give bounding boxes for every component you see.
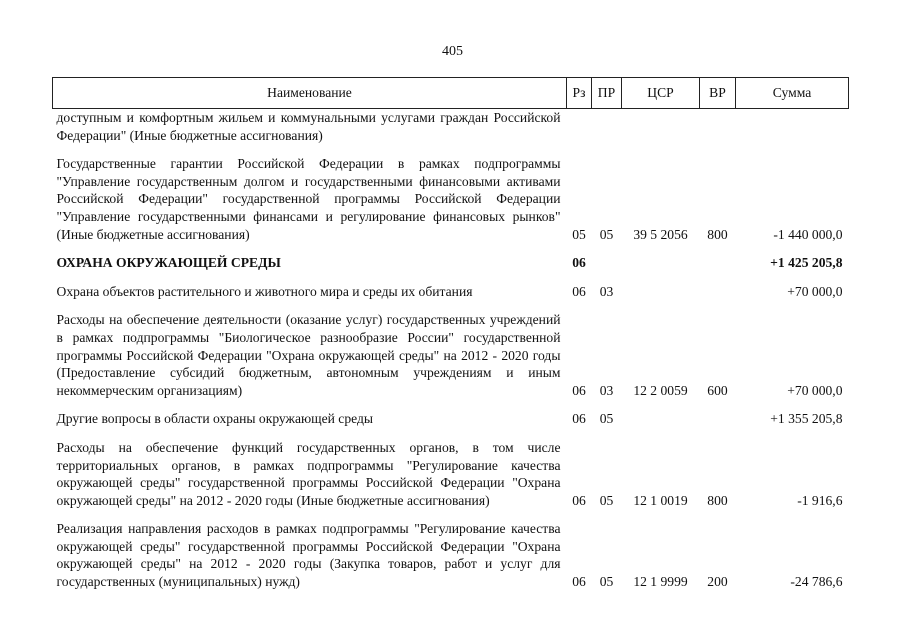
row-spacer: [53, 509, 849, 520]
cell-csr: [622, 254, 700, 272]
header-rz: Рз: [567, 78, 592, 109]
row-spacer-cell: [53, 272, 849, 283]
row-spacer: [53, 300, 849, 311]
cell-vr: [700, 109, 736, 145]
cell-pr: 05: [599, 226, 614, 242]
cell-rz: 06: [572, 411, 586, 427]
header-vr: ВР: [700, 78, 736, 109]
row-spacer: [53, 272, 849, 283]
cell-name: Расходы на обеспечение функций государственных органов, в том числе территориальных органов, в рамках подпрограммы "Регулирование качества окружающей среды" государственной программы Российской Федерации "Охрана окружающей среды" на 2012 - 2020 годы (Иные бюджетные ассигнования): [56, 439, 561, 508]
cell-name: Государственные гарантии Российской Федерации в рамках подпрограммы "Управление государственным долгом и государственными финансовыми активами Российской Федерации" государственной программы Российской Федерации "Управление государственными финансами и регулирование финансовых рынков" (Иные бюджетные ассигнования): [56, 156, 561, 242]
row-spacer-cell: [53, 428, 849, 439]
cell-rz: [567, 109, 592, 145]
cell-pr: 05: [599, 411, 614, 427]
cell-name: ОХРАНА ОКРУЖАЮЩЕЙ СРЕДЫ: [56, 255, 281, 271]
table-header-row: [53, 78, 849, 109]
cell-pr: 03: [599, 283, 614, 299]
header-name: Наименование: [53, 78, 567, 109]
cell-sum: -24 786,6: [790, 574, 843, 590]
header-pr: ПР: [592, 78, 622, 109]
cell-sum: +70 000,0: [787, 283, 843, 299]
cell-pr: 03: [599, 382, 614, 398]
row-spacer-cell: [53, 144, 849, 155]
table-row: [53, 254, 849, 272]
cell-name: Реализация направления расходов в рамках подпрограммы "Регулирование качества окружающей среды" государственной программы Российской Федерации "Охрана окружающей среды" на 2012 - 2020 годы (Закупка товаров, работ и услуг для государственных (муниципальных) нужд): [56, 521, 561, 590]
cell-pr: 05: [599, 574, 614, 590]
cell-rz: 06: [572, 574, 586, 590]
table-row: [53, 155, 849, 243]
budget-table: [52, 77, 849, 591]
cell-rz: 05: [572, 226, 586, 242]
row-spacer: [53, 243, 849, 254]
cell-rz: 06: [572, 255, 586, 271]
cell-vr: 800: [707, 226, 728, 242]
cell-csr: 12 1 0019: [633, 492, 688, 508]
cell-vr: [700, 254, 736, 272]
cell-rz: 06: [572, 283, 586, 299]
cell-csr: 39 5 2056: [633, 226, 688, 242]
row-spacer-cell: [53, 243, 849, 254]
cell-name: Расходы на обеспечение деятельности (оказание услуг) государственных учреждений в рамках подпрограммы "Биологическое разнообразие России" государственной программы Российской Федерации "Охрана окружающей среды" на 2012 - 2020 годы (Предоставление субсидий бюджетным, автономным учреждениям и иным некоммерческим организациям): [56, 312, 561, 398]
cell-vr: 200: [707, 574, 728, 590]
cell-csr: 12 1 9999: [633, 574, 688, 590]
cell-sum: -1 440 000,0: [773, 226, 843, 242]
cell-vr: 800: [707, 492, 728, 508]
table-row: [53, 520, 849, 590]
cell-name: Другие вопросы в области охраны окружающей среды: [56, 411, 374, 427]
cell-sum: +1 425 205,8: [770, 255, 843, 271]
cell-pr: [592, 254, 622, 272]
table-row: [53, 439, 849, 509]
cell-sum: +70 000,0: [787, 382, 843, 398]
cell-rz: 06: [572, 382, 586, 398]
header-csr: ЦСР: [622, 78, 700, 109]
header-sum: Сумма: [736, 78, 849, 109]
cell-vr: 600: [707, 382, 728, 398]
cell-name: доступным и комфортным жильем и коммунальными услугами граждан Российской Федерации" (Иные бюджетные ассигнования): [56, 110, 561, 143]
row-spacer: [53, 144, 849, 155]
cell-vr: [700, 283, 736, 301]
cell-vr: [700, 410, 736, 428]
cell-pr: 05: [599, 492, 614, 508]
table-row: [53, 311, 849, 399]
table-row: [53, 410, 849, 428]
row-spacer-cell: [53, 399, 849, 410]
cell-csr: [622, 109, 700, 145]
cell-sum: -1 916,6: [797, 492, 843, 508]
cell-sum: [736, 109, 849, 145]
row-spacer-cell: [53, 509, 849, 520]
cell-name: Охрана объектов растительного и животного мира и среды их обитания: [56, 283, 473, 299]
cell-pr: [592, 109, 622, 145]
row-spacer: [53, 428, 849, 439]
cell-csr: [622, 283, 700, 301]
cell-csr: [622, 410, 700, 428]
row-spacer-cell: [53, 300, 849, 311]
table-row: [53, 109, 849, 145]
cell-rz: 06: [572, 492, 586, 508]
cell-csr: 12 2 0059: [633, 382, 688, 398]
cell-sum: +1 355 205,8: [770, 411, 843, 427]
page-number: 405: [442, 44, 463, 59]
row-spacer: [53, 399, 849, 410]
table-row: [53, 283, 849, 301]
table-body: [53, 109, 849, 591]
